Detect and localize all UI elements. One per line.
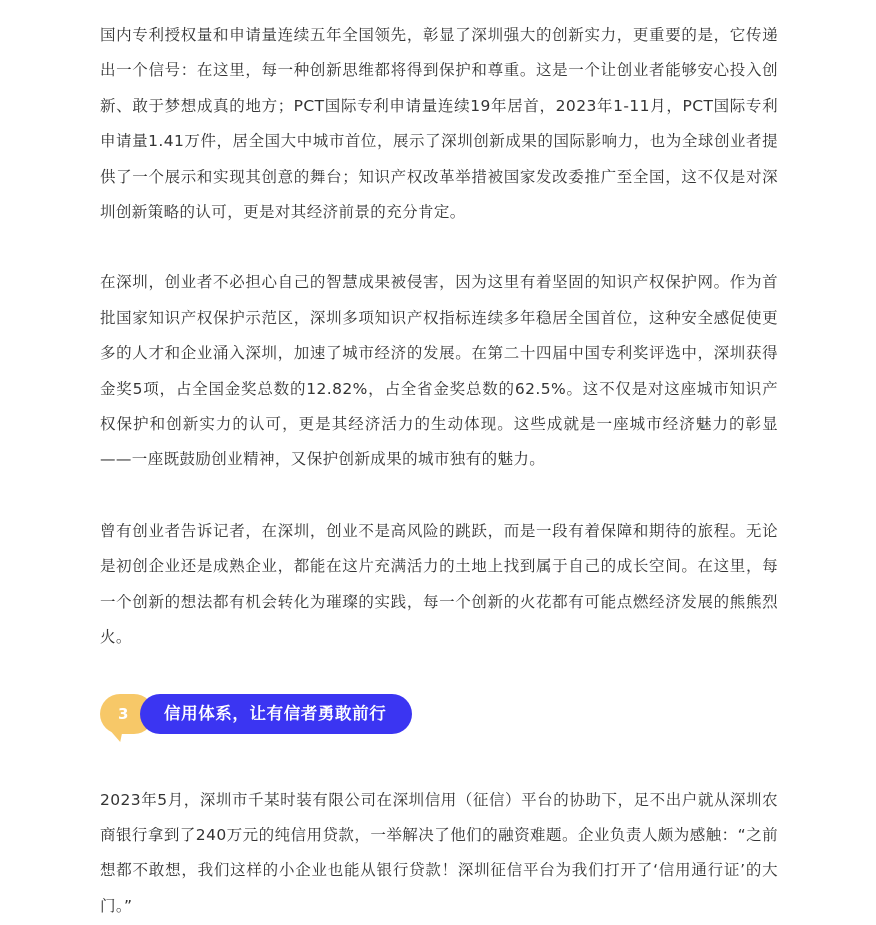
paragraph-entrepreneurs: 曾有创业者告诉记者，在深圳，创业不是高风险的跳跃，而是一段有着保障和期待的旅程。无论是初创企业还是成熟企业，都能在这片充满活力的土地上找到属于自己的成长空间。在这里，每一个创新的想法都有机会转化为璀璨的实践，每一个创新的火花都有可能点燃经济发展的熊熊烈火。	[100, 521, 778, 647]
paragraph-patents: 国内专利授权量和申请量连续五年全国领先，彰显了深圳强大的创新实力，更重要的是，它传递出一个信号：在这里，每一种创新思维都将得到保护和尊重。这是一个让创业者能够安心投入创新、敢于梦想成真的地方；PCT国际专利申请量连续19年居首，2023年1-11月，PCT国际专利申请量1.41万件，居全国大中城市首位，展示了深圳创新成果的国际影响力，也为全球创业者提供了一个展示和实现其创意的舞台；知识产权改革举措被国家发改委推广至全国，这不仅是对深圳创新策略的认可，更是对其经济前景的充分肯定。	[100, 26, 778, 222]
article-body	[100, 18, 778, 924]
paragraph-credit-loan: 2023年5月，深圳市千某时装有限公司在深圳信用（征信）平台的协助下，足不出户就从深圳农商银行拿到了240万元的纯信用贷款，一举解决了他们的融资难题。企业负责人颇为感触：“之前想都不敢想，我们这样的小企业也能从银行贷款！深圳征信平台为我们打开了‘信用通行证’的大门。”	[100, 790, 778, 915]
paragraph-ip-protection: 在深圳，创业者不必担心自己的智慧成果被侵害，因为这里有着坚固的知识产权保护网。作为首批国家知识产权保护示范区，深圳多项知识产权指标连续多年稳居全国首位，这种安全感促使更多的人才和企业涌入深圳，加速了城市经济的发展。在第二十四届中国专利奖评选中，深圳获得金奖5项，占全国金奖总数的12.82%，占全省金奖总数的62.5%。这不仅是对这座城市知识产权保护和创新实力的认可，更是其经济活力的生动体现。这些成就是一座城市经济魅力的彰显——一座既鼓励创业精神，又保护创新成果的城市独有的魅力。	[100, 273, 778, 469]
section-title: 信用体系，让有信者勇敢前行	[140, 694, 412, 734]
section-number-badge: 3	[100, 694, 154, 734]
section-heading	[100, 694, 778, 754]
